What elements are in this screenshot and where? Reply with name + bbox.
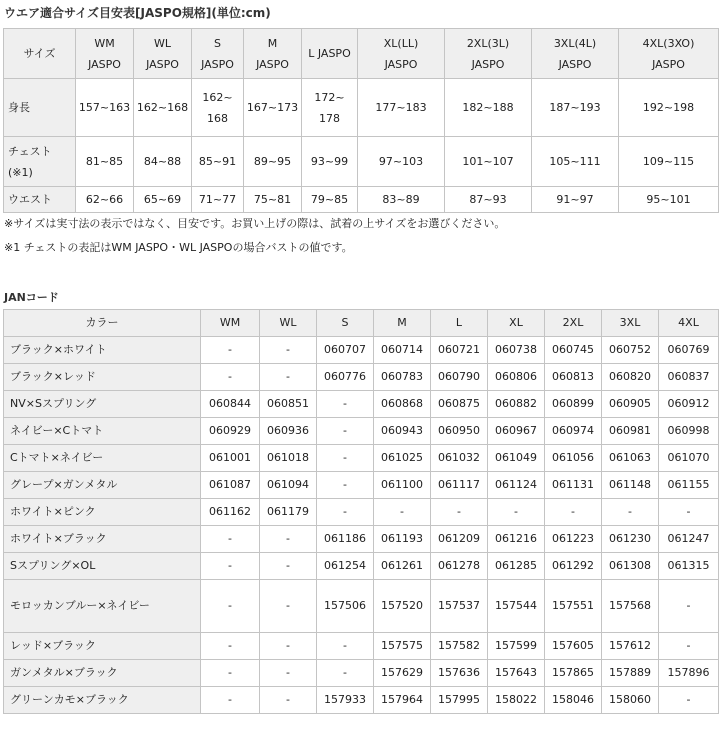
jan-row [4, 660, 719, 687]
jan-code-cell: - [260, 687, 317, 714]
jan-code-cell: 061315 [659, 553, 719, 580]
jan-code-cell: - [201, 580, 260, 633]
jan-code-cell: - [317, 633, 374, 660]
jan-code-cell: 060806 [488, 364, 545, 391]
jan-code-cell: - [260, 660, 317, 687]
size-column-header [192, 29, 244, 79]
size-note-2: ※1 チェストの表記はWM JASPO・WL JASPOの場合バストの値です。 [4, 241, 353, 254]
jan-code-cell: 060851 [260, 391, 317, 418]
jan-code-cell: 061162 [201, 499, 260, 526]
jan-row [4, 391, 719, 418]
jan-code-cell: 157889 [602, 660, 659, 687]
jan-code-cell: 061247 [659, 526, 719, 553]
jan-row [4, 499, 719, 526]
jan-code-cell: 060981 [602, 418, 659, 445]
size-column-header-line: WL [153, 36, 171, 50]
size-column-header-line: 4XL(3XO) [642, 36, 695, 50]
size-value-cell [358, 187, 445, 213]
jan-code-cell: 060929 [201, 418, 260, 445]
jan-color-name: NV×Sスプリング [4, 391, 201, 418]
size-value-cell-line: 109~115 [642, 155, 695, 168]
jan-code-cell: - [260, 364, 317, 391]
jan-code-cell: - [545, 499, 602, 526]
jan-code-cell: 061223 [545, 526, 602, 553]
jan-color-name: グリーンカモ×ブラック [4, 687, 201, 714]
size-column-header-line: JASPO [201, 57, 234, 71]
size-value-cell-line: 83~89 [382, 193, 420, 206]
size-value-cell-line: 95~101 [646, 193, 691, 206]
jan-code-cell: 061070 [659, 445, 719, 472]
size-row-label-line: ウエスト [8, 193, 52, 206]
size-value-cell [134, 79, 192, 137]
jan-code-cell: 061193 [374, 526, 431, 553]
size-column-header [619, 29, 719, 79]
size-column-header [244, 29, 302, 79]
size-column-header-line: 2XL(3L) [466, 36, 510, 50]
size-value-cell-line: 187~193 [549, 101, 601, 114]
size-value-cell [532, 137, 619, 187]
jan-code-cell: 060813 [545, 364, 602, 391]
size-value-cell-line: 177~183 [375, 101, 427, 114]
jan-code-cell: 060721 [431, 337, 488, 364]
size-value-cell-line: 89~95 [253, 155, 292, 168]
jan-code-cell: - [201, 553, 260, 580]
size-value-cell-line: 93~99 [310, 155, 349, 168]
jan-code-cell: 061261 [374, 553, 431, 580]
size-value-cell [76, 187, 134, 213]
jan-code-cell: 060769 [659, 337, 719, 364]
jan-code-cell: 060998 [659, 418, 719, 445]
jan-code-cell: 060974 [545, 418, 602, 445]
jan-code-cell: 060967 [488, 418, 545, 445]
jan-code-cell: 157537 [431, 580, 488, 633]
jan-code-cell: 060776 [317, 364, 374, 391]
jan-code-cell: 060905 [602, 391, 659, 418]
size-chart-title: ウエア適合サイズ目安表[JASPO規格](単位:cm) [4, 6, 271, 20]
size-value-cell-line: 97~103 [378, 155, 424, 168]
jan-code-cell: - [659, 633, 719, 660]
jan-row [4, 337, 719, 364]
jan-code-cell: 157582 [431, 633, 488, 660]
size-column-header-line: JASPO [88, 57, 121, 71]
jan-code-cell: - [260, 633, 317, 660]
size-header-label: サイズ [4, 29, 76, 79]
jan-code-cell: - [260, 580, 317, 633]
jan-code-cell: 061230 [602, 526, 659, 553]
size-value-cell-line: 162~168 [136, 101, 189, 114]
jan-code-cell: 157520 [374, 580, 431, 633]
size-row-label [4, 79, 76, 137]
size-value-cell [619, 137, 719, 187]
jan-code-cell: 060707 [317, 337, 374, 364]
jan-code-cell: 060912 [659, 391, 719, 418]
jan-size-header: XL [488, 310, 545, 337]
size-value-cell [532, 187, 619, 213]
jan-code-cell: 158046 [545, 687, 602, 714]
size-value-cell-line: 65~69 [143, 193, 182, 206]
size-chart-table [3, 28, 719, 213]
size-value-cell [445, 137, 532, 187]
jan-code-cell: 061155 [659, 472, 719, 499]
jan-code-cell: 157551 [545, 580, 602, 633]
jan-code-cell: 061148 [602, 472, 659, 499]
jan-row [4, 472, 719, 499]
size-value-cell [358, 137, 445, 187]
jan-row [4, 633, 719, 660]
size-value-cell-line: 168 [207, 111, 228, 125]
jan-code-cell: 158060 [602, 687, 659, 714]
size-column-header-line: JASPO [471, 57, 505, 71]
jan-code-cell: - [431, 499, 488, 526]
size-column-header-line: JASPO [256, 57, 289, 71]
size-value-cell [619, 187, 719, 213]
jan-code-cell: 157568 [602, 580, 659, 633]
jan-code-cell: - [260, 337, 317, 364]
size-column-header-line: JASPO [146, 57, 179, 71]
size-column-header-line: JASPO [384, 57, 418, 71]
jan-code-cell: 060875 [431, 391, 488, 418]
size-row-label-line: 身長 [8, 101, 30, 114]
jan-code-cell: 061032 [431, 445, 488, 472]
size-value-cell-line: 81~85 [85, 155, 124, 168]
jan-size-header: 4XL [659, 310, 719, 337]
jan-size-header: WL [260, 310, 317, 337]
jan-code-cell: 060752 [602, 337, 659, 364]
jan-code-cell: - [374, 499, 431, 526]
size-column-header-line: JASPO [558, 57, 592, 71]
jan-code-cell: - [260, 526, 317, 553]
jan-code-cell: - [317, 445, 374, 472]
jan-code-cell: 061278 [431, 553, 488, 580]
size-value-cell-line: 162~ [202, 90, 233, 104]
size-column-header-line: S [214, 36, 221, 50]
size-column-header [76, 29, 134, 79]
jan-code-cell: 060943 [374, 418, 431, 445]
size-value-cell-line: 91~97 [556, 193, 594, 206]
size-row-label-line: (※1) [8, 165, 33, 179]
size-note-1: ※サイズは実寸法の表示ではなく、目安です。お買い上げの際は、試着の上サイズをお選びください。 [4, 217, 506, 230]
jan-size-header: M [374, 310, 431, 337]
jan-code-cell: - [659, 499, 719, 526]
jan-code-cell: 157599 [488, 633, 545, 660]
jan-code-cell: 157865 [545, 660, 602, 687]
jan-header-row [4, 310, 719, 337]
jan-row [4, 580, 719, 633]
size-value-cell-line: 182~188 [462, 101, 514, 114]
size-column-header-line: JASPO [652, 57, 685, 71]
jan-color-name: ブラック×ホワイト [4, 337, 201, 364]
jan-code-cell: 157544 [488, 580, 545, 633]
jan-code-cell: 060714 [374, 337, 431, 364]
jan-code-cell: 061056 [545, 445, 602, 472]
jan-color-name: ホワイト×ピンク [4, 499, 201, 526]
jan-code-cell: - [317, 472, 374, 499]
jan-row [4, 553, 719, 580]
size-column-header [134, 29, 192, 79]
jan-code-cell: 061179 [260, 499, 317, 526]
size-value-cell [244, 187, 302, 213]
size-row-label [4, 187, 76, 213]
size-row-label-line: チェスト [8, 144, 52, 158]
jan-code-cell: 061292 [545, 553, 602, 580]
jan-code-cell: 061025 [374, 445, 431, 472]
size-value-cell [619, 79, 719, 137]
jan-color-name: ガンメタル×ブラック [4, 660, 201, 687]
size-value-cell [192, 79, 244, 137]
jan-code-cell: 061209 [431, 526, 488, 553]
jan-code-cell: 060936 [260, 418, 317, 445]
jan-code-cell: 157612 [602, 633, 659, 660]
jan-color-name: ホワイト×ブラック [4, 526, 201, 553]
jan-code-cell: - [201, 364, 260, 391]
jan-color-name: Sスプリング×OL [4, 553, 201, 580]
size-value-cell-line: 75~81 [253, 193, 292, 206]
jan-code-cell: 061117 [431, 472, 488, 499]
size-value-cell [302, 187, 358, 213]
jan-code-cell: 157995 [431, 687, 488, 714]
jan-code-cell: - [317, 418, 374, 445]
jan-code-cell: 061094 [260, 472, 317, 499]
size-value-cell-line: 79~85 [310, 193, 349, 206]
size-value-cell [76, 137, 134, 187]
jan-code-cell: 158022 [488, 687, 545, 714]
jan-color-name: レッド×ブラック [4, 633, 201, 660]
jan-row [4, 526, 719, 553]
size-column-header [302, 29, 358, 79]
jan-code-cell: 060745 [545, 337, 602, 364]
jan-code-cell: 157506 [317, 580, 374, 633]
jan-code-cell: - [201, 660, 260, 687]
jan-code-cell: 157575 [374, 633, 431, 660]
jan-code-cell: 060844 [201, 391, 260, 418]
size-value-cell-line: 71~77 [198, 193, 237, 206]
jan-code-cell: 061049 [488, 445, 545, 472]
jan-code-cell: - [602, 499, 659, 526]
jan-size-header: S [317, 310, 374, 337]
size-value-cell [134, 187, 192, 213]
size-row [4, 187, 719, 213]
jan-code-cell: - [317, 499, 374, 526]
jan-code-cell: 060783 [374, 364, 431, 391]
jan-code-cell: 157629 [374, 660, 431, 687]
jan-code-cell: - [659, 687, 719, 714]
jan-code-cell: - [201, 526, 260, 553]
jan-size-header: 2XL [545, 310, 602, 337]
jan-code-cell: 060950 [431, 418, 488, 445]
size-value-cell-line: 167~173 [246, 101, 299, 114]
jan-code-cell: 157605 [545, 633, 602, 660]
jan-code-cell: - [317, 660, 374, 687]
size-value-cell [134, 137, 192, 187]
jan-code-cell: 060738 [488, 337, 545, 364]
size-value-cell [244, 137, 302, 187]
size-header-row [4, 29, 719, 79]
size-column-header-line: 3XL(4L) [553, 36, 597, 50]
size-value-cell-line: 172~ [314, 90, 345, 104]
jan-code-cell: 157964 [374, 687, 431, 714]
jan-color-name: Cトマト×ネイビー [4, 445, 201, 472]
size-value-cell-line: 105~111 [549, 155, 601, 168]
jan-size-header: WM [201, 310, 260, 337]
jan-code-cell: - [488, 499, 545, 526]
size-column-header-line: M [267, 36, 278, 50]
jan-code-cell: 061001 [201, 445, 260, 472]
jan-size-header: 3XL [602, 310, 659, 337]
jan-code-cell: 060882 [488, 391, 545, 418]
jan-code-title: JANコード [4, 291, 59, 304]
size-row [4, 137, 719, 187]
jan-code-cell: 061254 [317, 553, 374, 580]
size-column-header [532, 29, 619, 79]
size-value-cell [76, 79, 134, 137]
jan-code-cell: - [260, 553, 317, 580]
size-value-cell [302, 137, 358, 187]
size-column-header [358, 29, 445, 79]
jan-color-name: ブラック×レッド [4, 364, 201, 391]
size-value-cell [192, 187, 244, 213]
size-value-cell [302, 79, 358, 137]
size-value-cell [445, 79, 532, 137]
jan-code-cell: 060868 [374, 391, 431, 418]
size-value-cell [192, 137, 244, 187]
jan-code-cell: 060899 [545, 391, 602, 418]
jan-code-cell: 061018 [260, 445, 317, 472]
jan-code-cell: 060820 [602, 364, 659, 391]
jan-code-cell: 061087 [201, 472, 260, 499]
jan-code-cell: 061063 [602, 445, 659, 472]
size-column-header-line: L JASPO [308, 47, 351, 60]
size-value-cell-line: 84~88 [143, 155, 182, 168]
jan-code-cell: 061124 [488, 472, 545, 499]
jan-code-cell: 060837 [659, 364, 719, 391]
size-row [4, 79, 719, 137]
size-value-cell-line: 178 [319, 111, 340, 125]
size-value-cell-line: 85~91 [198, 155, 237, 168]
size-value-cell-line: 192~198 [642, 101, 695, 114]
jan-row [4, 364, 719, 391]
jan-code-cell: - [201, 633, 260, 660]
jan-row [4, 418, 719, 445]
jan-color-name: グレープ×ガンメタル [4, 472, 201, 499]
jan-code-cell: 157896 [659, 660, 719, 687]
size-value-cell [445, 187, 532, 213]
size-row-label [4, 137, 76, 187]
size-value-cell [532, 79, 619, 137]
jan-code-cell: 157933 [317, 687, 374, 714]
jan-code-cell: 061131 [545, 472, 602, 499]
jan-size-header: L [431, 310, 488, 337]
size-value-cell [358, 79, 445, 137]
jan-code-cell: 061100 [374, 472, 431, 499]
jan-code-cell: 061308 [602, 553, 659, 580]
jan-color-name: ネイビー×Cトマト [4, 418, 201, 445]
size-value-cell [244, 79, 302, 137]
jan-row [4, 687, 719, 714]
size-column-header-line: WM [94, 36, 115, 50]
size-value-cell-line: 87~93 [469, 193, 507, 206]
jan-code-cell: - [201, 687, 260, 714]
size-column-header-line: XL(LL) [383, 36, 419, 50]
jan-code-table [3, 309, 719, 714]
jan-code-cell: 061186 [317, 526, 374, 553]
jan-header-color: カラー [4, 310, 201, 337]
jan-code-cell: 061285 [488, 553, 545, 580]
jan-code-cell: 060790 [431, 364, 488, 391]
size-value-cell-line: 101~107 [462, 155, 514, 168]
size-column-header [445, 29, 532, 79]
size-value-cell-line: 62~66 [85, 193, 124, 206]
jan-color-name: モロッカンブルー×ネイビー [4, 580, 201, 633]
jan-row [4, 445, 719, 472]
size-value-cell-line: 157~163 [78, 101, 131, 114]
jan-code-cell: - [317, 391, 374, 418]
jan-code-cell: 157643 [488, 660, 545, 687]
jan-code-cell: 061216 [488, 526, 545, 553]
jan-code-cell: - [201, 337, 260, 364]
jan-code-cell: - [659, 580, 719, 633]
jan-code-cell: 157636 [431, 660, 488, 687]
